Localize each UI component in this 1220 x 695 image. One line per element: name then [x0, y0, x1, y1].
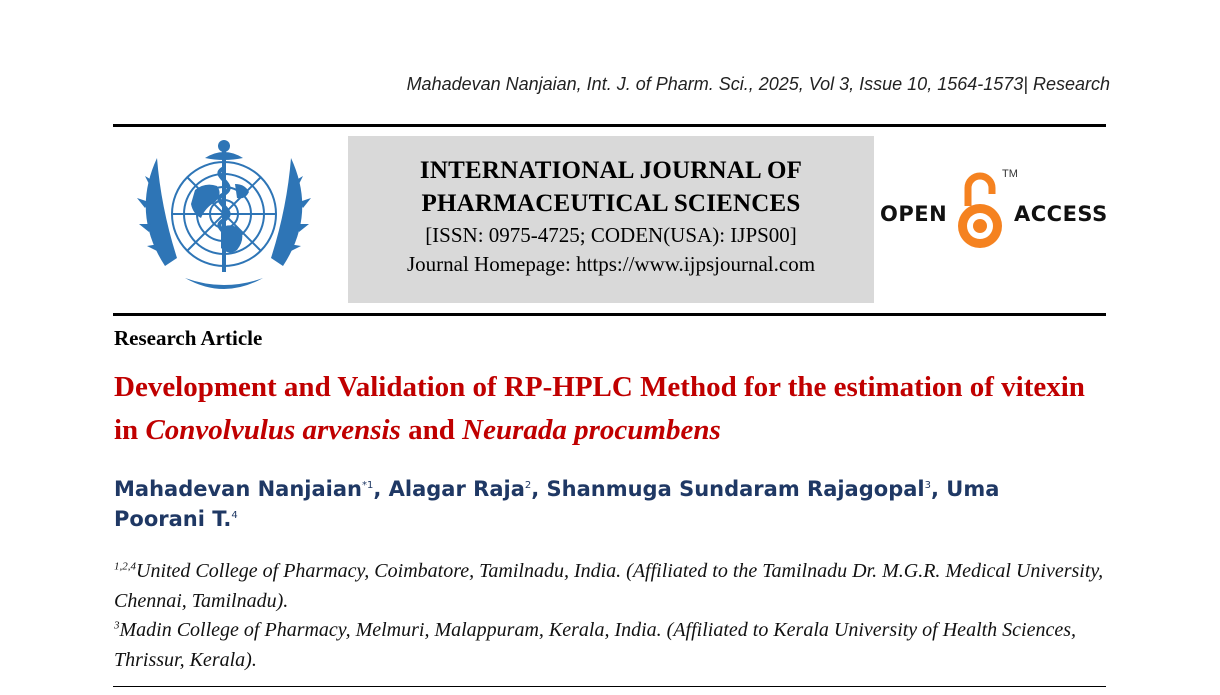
author-affiliation-mark: 4 — [231, 510, 238, 521]
journal-issn: [ISSN: 0975-4725; CODEN(USA): IJPS00] — [425, 223, 797, 247]
open-lock-icon — [956, 168, 1004, 252]
affiliation-text: United College of Pharmacy, Coimbatore, Tamilnadu, India. (Affiliated to the Tamilnadu Dr. M.G.R. Medical University, Chennai, Tamilnadu). — [114, 560, 1104, 612]
journal-masthead — [348, 136, 874, 303]
author-name: Alagar Raja — [388, 477, 525, 501]
article-title — [114, 366, 1114, 452]
top-rule — [113, 124, 1106, 127]
title-species-1: Convolvulus arvensis — [145, 414, 401, 446]
bottom-rule — [113, 686, 1106, 687]
affiliation-text: Madin College of Pharmacy, Melmuri, Malappuram, Kerala, India. (Affiliated to Kerala University of Health Sciences, Thrissur, Kerala). — [114, 619, 1077, 671]
author-list — [114, 474, 1074, 534]
journal-title-line2: PHARMACEUTICAL SCIENCES — [421, 190, 801, 217]
author-separator: , — [930, 477, 947, 501]
title-text-part2: and — [400, 414, 463, 446]
journal-emblem-logo — [125, 138, 323, 306]
affiliations — [114, 557, 1114, 675]
author-affiliation-mark: 2 — [524, 480, 532, 491]
title-species-2: Neurada procumbens — [462, 414, 721, 446]
affiliation-mark: 3 — [114, 619, 120, 632]
running-head: Mahadevan Nanjaian, Int. J. of Pharm. Sci., 2025, Vol 3, Issue 10, 1564-1573| Research — [406, 74, 1110, 94]
open-access-left-text: OPEN — [880, 202, 948, 226]
trademark-label: TM — [1002, 168, 1018, 180]
affiliation-item — [114, 557, 1114, 616]
author-name: Mahadevan Nanjaian — [114, 477, 362, 501]
author-affiliation-mark: 3 — [924, 480, 931, 491]
author-name: Uma Poorani T. — [114, 477, 1000, 531]
title-text-part1: Development and Validation of RP-HPLC Method for the estimation of vitexin in — [114, 371, 1085, 446]
affiliation-mark: 1,2,4 — [114, 560, 136, 573]
author-separator: , — [373, 477, 389, 501]
masthead-rule — [113, 313, 1106, 316]
author-name: Shanmuga Sundaram Rajagopal — [546, 477, 925, 501]
open-access-right-text: ACCESS — [1014, 202, 1108, 226]
journal-title-line1: INTERNATIONAL JOURNAL OF — [419, 157, 803, 184]
open-access-logo — [880, 166, 1110, 254]
affiliation-item — [114, 616, 1114, 675]
author-separator: , — [531, 477, 547, 501]
journal-homepage: Journal Homepage: https://www.ijpsjournal.com — [406, 252, 816, 276]
author-affiliation-mark: *1 — [361, 480, 374, 491]
article-type: Research Article — [114, 326, 263, 350]
